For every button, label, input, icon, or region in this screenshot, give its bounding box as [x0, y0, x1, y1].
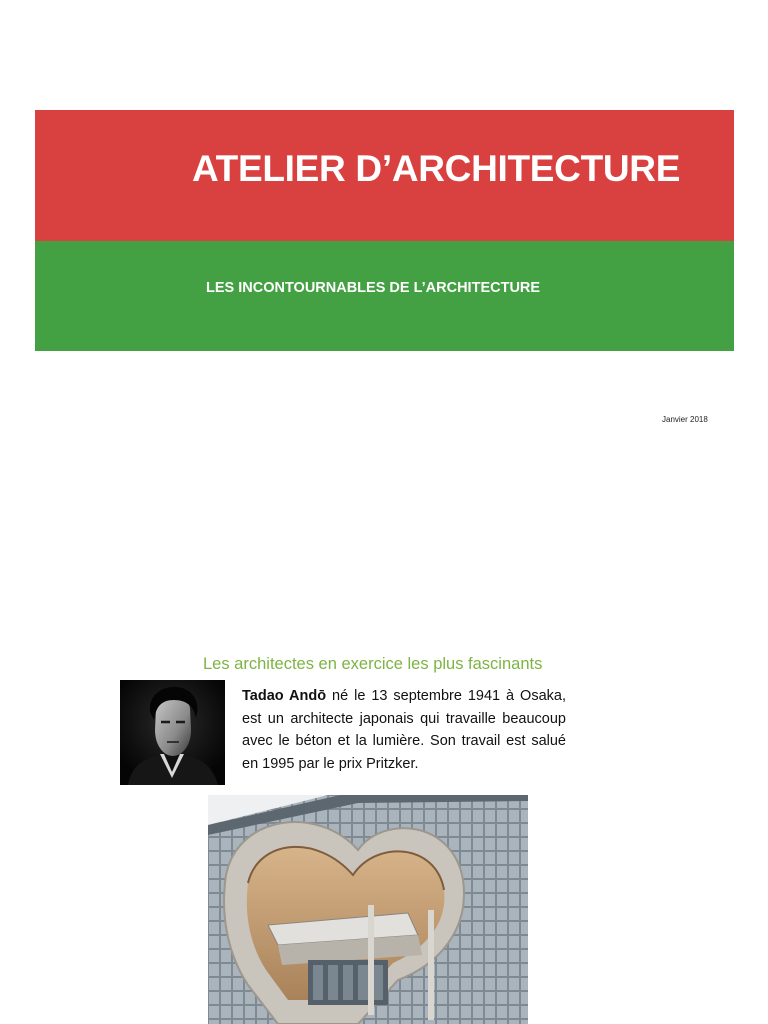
document-title: ATELIER D’ARCHITECTURE	[192, 148, 681, 189]
architect-name: Tadao Andō	[242, 688, 327, 704]
architect-portrait	[120, 680, 225, 785]
document-subtitle: LES INCONTOURNABLES DE L’ARCHITECTURE	[206, 280, 541, 296]
building-photo	[208, 795, 528, 1024]
document-date: Janvier 2018	[662, 415, 708, 424]
subtitle-banner	[35, 241, 734, 351]
title-banner	[35, 110, 734, 241]
architect-bio	[242, 685, 566, 775]
section-heading: Les architectes en exercice les plus fascinants	[203, 655, 543, 673]
architect-bio-text: né le 13 septembre 1941 à Osaka, est un architecte japonais qui travaille beaucoup avec le béton et la lumière. Son travail est salué en 1995 par le prix Pritzker.	[242, 688, 566, 772]
